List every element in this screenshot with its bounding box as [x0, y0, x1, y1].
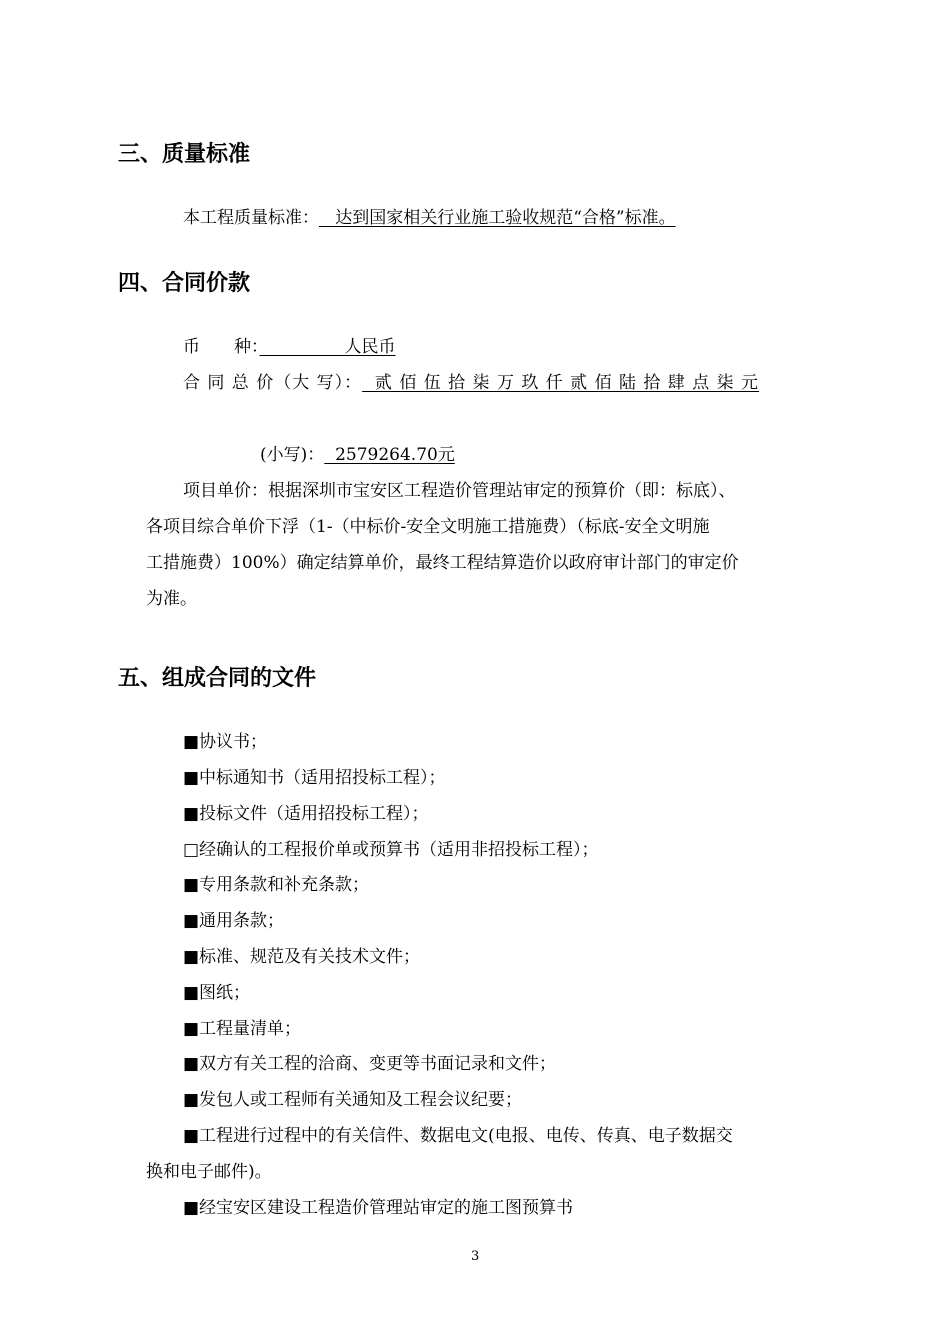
list-item: ■双方有关工程的洽商、变更等书面记录和文件； — [183, 1054, 557, 1074]
list-item: ■投标文件（适用招投标工程）； — [183, 804, 429, 824]
section-3-heading: 三、质量标准 — [118, 142, 251, 167]
list-item: ■标准、规范及有关技术文件； — [183, 947, 421, 967]
section-5-heading: 五、组成合同的文件 — [118, 666, 317, 691]
unit-price-paragraph-line-1: 项目单价：根据深圳市宝安区工程造价管理站审定的预算价（即：标底）、 — [183, 481, 736, 501]
list-item: ■中标通知书（适用招投标工程）； — [183, 768, 446, 788]
currency-line — [183, 332, 396, 357]
currency-label: 币 种： — [183, 337, 260, 357]
total-price-lower-line — [260, 440, 455, 465]
quality-standard-value: 达到国家相关行业施工验收规范“合格”标准。 — [319, 208, 676, 228]
list-item: □经确认的工程报价单或预算书（适用非招投标工程）； — [183, 840, 599, 860]
list-item-continuation: 换和电子邮件)。 — [146, 1162, 272, 1182]
total-price-upper-label: 合 同 总 价（大 写）： — [183, 373, 363, 393]
unit-price-paragraph-line-2: 各项目综合单价下浮（1-（中标价-安全文明施工措施费）（标底-安全文明施 — [146, 517, 710, 537]
list-item: ■协议书； — [183, 732, 268, 752]
quality-standard-label: 本工程质量标准： — [183, 208, 319, 228]
list-item: ■经宝安区建设工程造价管理站审定的施工图预算书 — [183, 1198, 574, 1218]
total-price-lower-value: 2579264.70元 — [324, 445, 455, 465]
unit-price-paragraph-line-3: 工措施费）100%）确定结算单价，最终工程结算造价以政府审计部门的审定价 — [146, 553, 739, 573]
total-price-upper-line — [183, 368, 759, 393]
quality-standard-line — [183, 203, 676, 228]
total-price-upper-value: 贰 佰 伍 拾 柒 万 玖 仟 贰 佰 陆 拾 肆 点 柒 元 — [362, 373, 759, 393]
page-number: 3 — [471, 1249, 480, 1264]
list-item: ■专用条款和补充条款； — [183, 875, 370, 895]
list-item: ■通用条款； — [183, 911, 285, 931]
currency-value: 人民币 — [259, 337, 396, 357]
total-price-lower-label: (小写)： — [260, 445, 325, 465]
list-item: ■工程量清单； — [183, 1019, 302, 1039]
list-item: ■图纸； — [183, 983, 251, 1003]
unit-price-paragraph-line-4: 为准。 — [146, 589, 197, 609]
section-4-heading: 四、合同价款 — [118, 271, 251, 296]
list-item: ■工程进行过程中的有关信件、数据电文(电报、电传、传真、电子数据交 — [183, 1126, 733, 1146]
list-item: ■发包人或工程师有关通知及工程会议纪要； — [183, 1090, 523, 1110]
